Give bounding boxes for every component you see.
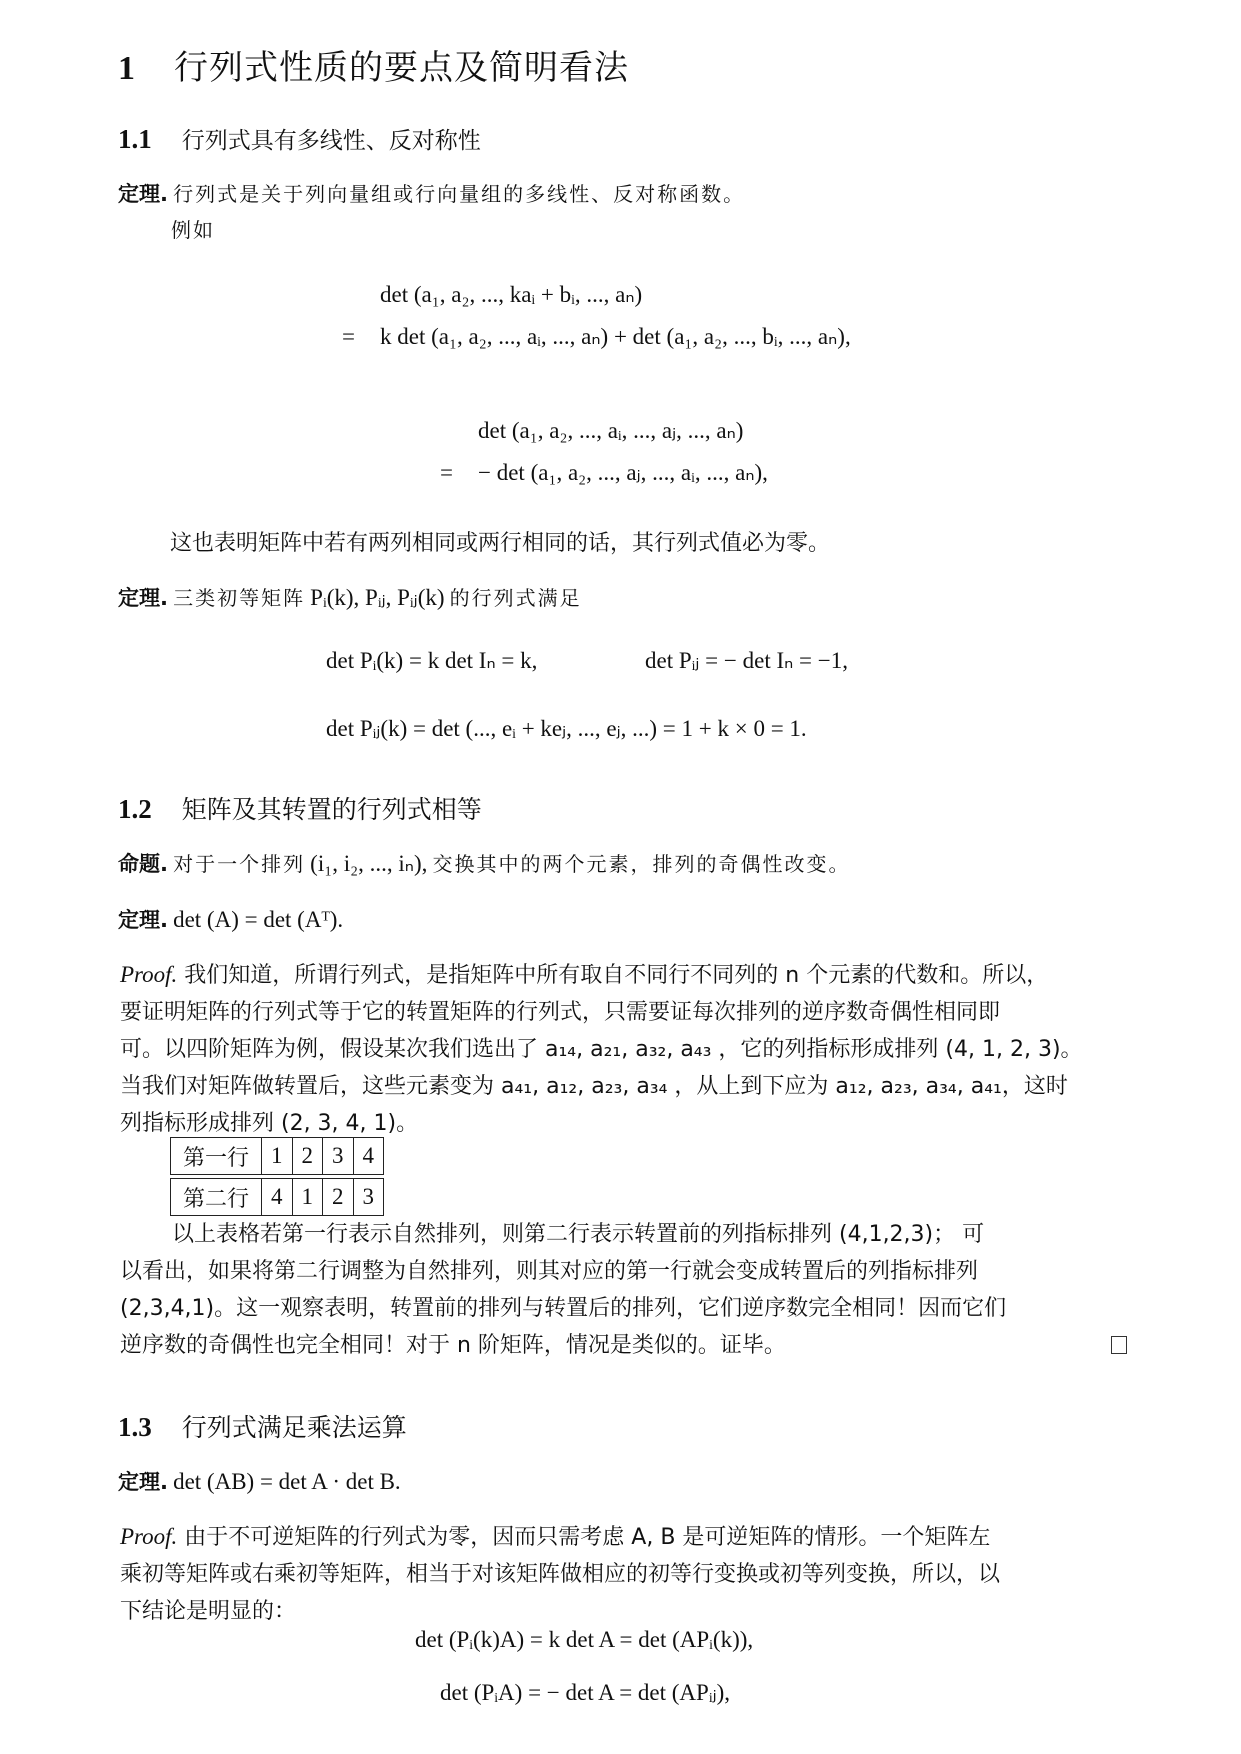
proof-line: Proof. 我们知道，所谓行列式，是指矩阵中所有取自不同行不同列的 n 个元素的代数和。所以，: [120, 962, 1049, 988]
proposition-text-before: 对于一个排列: [173, 852, 306, 876]
theorem-formula: det (A) = det (Aᵀ).: [173, 907, 344, 932]
theorem-text-before: 三类初等矩阵: [173, 586, 306, 610]
equation-det-pi: det Pᵢ(k) = k det Iₙ = k,: [326, 648, 538, 673]
equation-multilinear-eq: =: [342, 324, 355, 349]
qed-symbol: [1111, 1336, 1127, 1354]
theorem-text: 行列式是关于列向量组或行向量组的多线性、反对称函数。: [173, 182, 746, 206]
table-cell: 2: [323, 1179, 354, 1216]
equation-multilinear-line2: k det (a₁, a₂, ..., aᵢ, ..., aₙ) + det (a₁, a₂, ..., bᵢ, ..., aₙ),: [380, 324, 851, 349]
section-number: 1: [118, 50, 136, 87]
table-cell: 3: [353, 1179, 384, 1216]
paragraph-line: (2,3,4,1)。这一观察表明，转置前的排列与转置后的排列，它们逆序数完全相同！因而它们: [120, 1296, 1007, 1321]
proof-line: 下结论是明显的：: [120, 1599, 297, 1624]
proof-line: 乘初等矩阵或右乘初等矩阵，相当于对该矩阵做相应的初等行变换或初等列变换，所以，以: [120, 1562, 1001, 1587]
equation-det-pi-k-a: det (Pᵢ(k)A) = k det A = det (APᵢ(k)),: [415, 1627, 754, 1652]
theorem-elementary-matrices: [118, 582, 582, 612]
theorem-matrices: Pᵢ(k), Pᵢⱼ, Pᵢⱼ(k): [310, 585, 445, 610]
subsection-title: 行列式满足乘法运算: [181, 1413, 407, 1442]
proof-multiplicative: [120, 1518, 1132, 1630]
subsection-title: 矩阵及其转置的行列式相等: [181, 795, 482, 824]
table-row: [171, 1179, 384, 1216]
section-title: 行列式性质的要点及简明看法: [174, 48, 629, 88]
permutation-table-row-1: [170, 1137, 384, 1175]
equation-antisymmetric-line2: − det (a₁, a₂, ..., aⱼ, ..., aᵢ, ..., aₙ),: [478, 460, 768, 485]
paragraph-line: 以看出，如果将第二行调整为自然排列，则其对应的第一行就会变成转置后的列指标排列: [120, 1259, 979, 1284]
proof-line: 要证明矩阵的行列式等于它的转置矩阵的行列式，只需要证每次排列的逆序数奇偶性相同即: [120, 1000, 1001, 1025]
table-cell: 2: [292, 1138, 323, 1175]
equation-det-pij: det Pᵢⱼ = − det Iₙ = −1,: [645, 648, 848, 673]
theorem-label: 定理.: [118, 586, 168, 610]
paragraph-line: 以上表格若第一行表示自然排列，则第二行表示转置前的列指标排列 (4,1,2,3)； 可: [172, 1222, 985, 1247]
equation-det-pij-k: det Pᵢⱼ(k) = det (..., eᵢ + keⱼ, ..., eⱼ, ...) = 1 + k × 0 = 1.: [326, 716, 807, 741]
proof-label: Proof.: [120, 962, 178, 987]
table-cell: 4: [262, 1179, 293, 1216]
table-row: [171, 1138, 384, 1175]
subsection-number: 1.3: [118, 1412, 152, 1442]
equation-antisymmetric-eq: =: [440, 460, 453, 485]
row-label: 第一行: [171, 1138, 262, 1175]
theorem-formula: det (AB) = det A · det B.: [173, 1469, 401, 1494]
proof-line: 列指标形成排列 (2, 3, 4, 1)。: [120, 1111, 419, 1136]
proof-label: Proof.: [120, 1524, 178, 1549]
equation-multilinear-line1: det (a₁, a₂, ..., kaᵢ + bᵢ, ..., aₙ): [380, 282, 643, 307]
subsection-heading-1-3: [118, 1408, 407, 1444]
paragraph-line: 逆序数的奇偶性也完全相同！对于 n 阶矩阵，情况是类似的。证毕。: [120, 1333, 786, 1358]
permutation-table-row-2: [170, 1178, 384, 1216]
proposition-text-after: 交换其中的两个元素，排列的奇偶性改变。: [432, 852, 851, 876]
equation-antisymmetric-line1: det (a₁, a₂, ..., aᵢ, ..., aⱼ, ..., aₙ): [478, 418, 744, 443]
proposition-label: 命题.: [118, 852, 168, 876]
theorem-multilinear: [118, 178, 745, 208]
table-cell: 3: [323, 1138, 354, 1175]
subsection-heading-1-2: [118, 790, 482, 826]
equation-det-pi-a: det (PᵢA) = − det A = det (APᵢⱼ),: [440, 1680, 731, 1705]
theorem-transpose: [118, 904, 343, 934]
proof-line: 可。以四阶矩阵为例，假设某次我们选出了 a₁₄, a₂₁, a₃₂, a₄₃ ，它的列指标形成排列 (4, 1, 2, 3)。: [120, 1037, 1083, 1062]
subsection-title: 行列式具有多线性、反对称性: [181, 128, 481, 154]
section-heading-1: [118, 40, 629, 89]
row-label: 第二行: [171, 1179, 262, 1216]
theorem-multiplicative: [118, 1466, 401, 1496]
proof-transpose: [120, 956, 1132, 1142]
example-intro: 例如: [171, 218, 215, 242]
subsection-number: 1.2: [118, 794, 152, 824]
table-cell: 1: [292, 1179, 323, 1216]
table-explanation: [120, 1216, 1132, 1364]
proof-line: 当我们对矩阵做转置后，这些元素变为 a₄₁, a₁₂, a₂₃, a₃₄ ，从上到下应为 a₁₂, a₂₃, a₃₄, a₄₁，这时: [120, 1074, 1068, 1099]
table-cell: 1: [262, 1138, 293, 1175]
subsection-heading-1-1: [118, 122, 481, 155]
theorem-label: 定理.: [118, 908, 168, 932]
proof-line: Proof. 由于不可逆矩阵的行列式为零，因而只需考虑 A, B 是可逆矩阵的情形。一个矩阵左: [120, 1524, 991, 1550]
table-cell: 4: [353, 1138, 384, 1175]
theorem-text-after: 的行列式满足: [449, 586, 582, 610]
proposition-parity: [118, 848, 850, 878]
theorem-label: 定理.: [118, 182, 168, 206]
proposition-permutation: (i₁, i₂, ..., iₙ),: [310, 851, 428, 876]
remark-zero-determinant: 这也表明矩阵中若有两列相同或两行相同的话，其行列式值必为零。: [170, 531, 831, 556]
subsection-number: 1.1: [118, 124, 152, 154]
theorem-label: 定理.: [118, 1470, 168, 1494]
